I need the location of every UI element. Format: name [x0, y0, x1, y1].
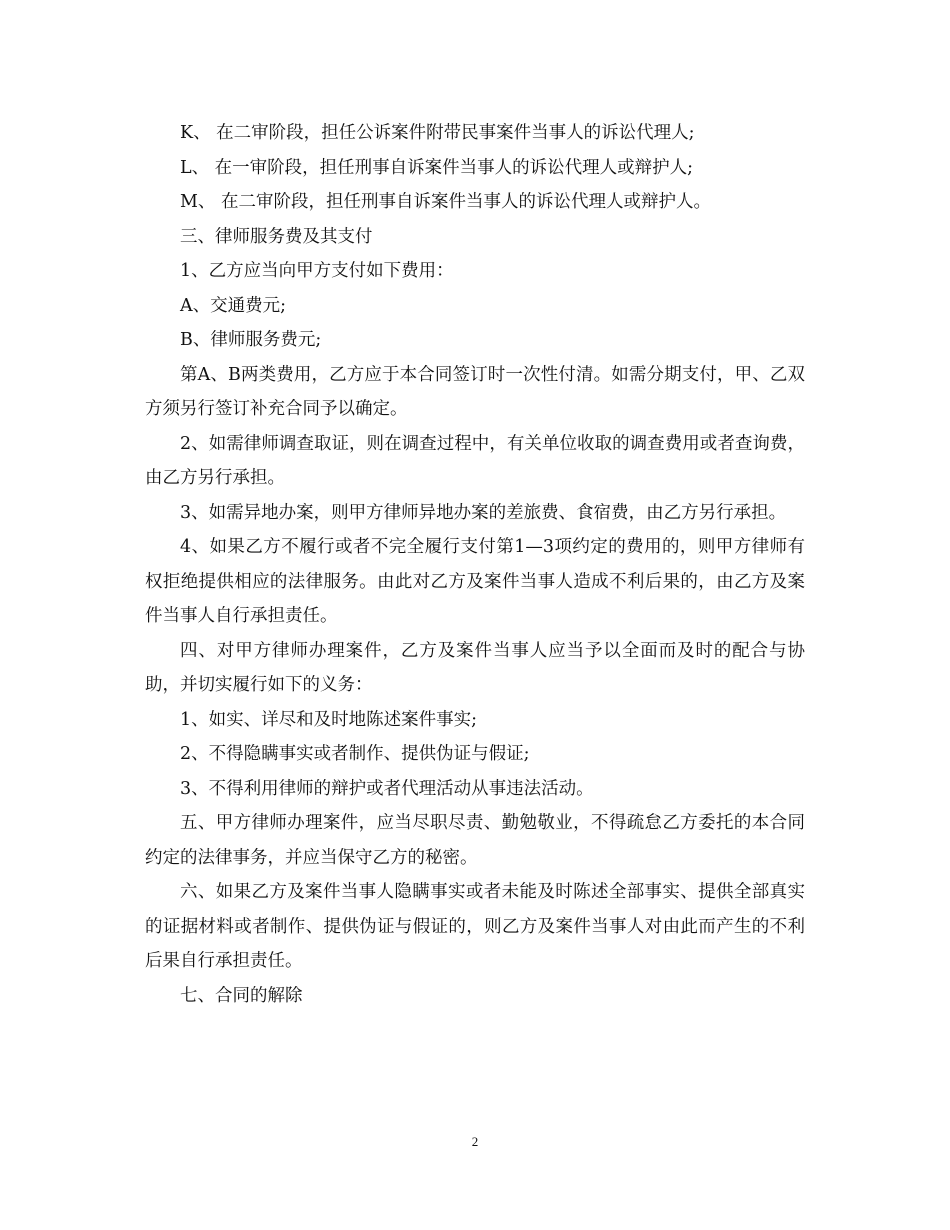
paragraph-obligation-2: 2、不得隐瞒事实或者制作、提供伪证与假证;	[180, 744, 530, 764]
paragraph-fee-b: B、律师服务费元;	[180, 330, 322, 350]
paragraph-obligation-1: 1、如实、详尽和及时地陈述案件事实;	[180, 709, 478, 730]
paragraph-investigation-fees: 2、如需律师调查取证，则在调查过程中，有关单位收取的调查费用或者查询费，由乙方另行承担。	[145, 433, 805, 488]
paragraph-fee-a: A、交通费元;	[180, 295, 287, 316]
paragraph-obligation-3: 3、不得利用律师的辩护或者代理活动从事违法活动。	[180, 778, 594, 799]
paragraph-clause-m: M、 在二审阶段，担任刑事自诉案件当事人的诉讼代理人或辩护人。	[180, 192, 711, 212]
section-heading-obligations: 四、对甲方律师办理案件，乙方及案件当事人应当予以全面而及时的配合与协助，并切实履行如下的义务：	[145, 640, 805, 695]
section-heading-termination: 七、合同的解除	[180, 985, 303, 1006]
page-body	[145, 116, 805, 1013]
section-heading-liability: 六、如果乙方及案件当事人隐瞒事实或者未能及时陈述全部事实、提供全部真实的证据材料或者制作、提供伪证与假证的，则乙方及案件当事人对由此而产生的不利后果自行承担责任。	[145, 882, 805, 971]
paragraph-clause-k: K、 在二审阶段，担任公诉案件附带民事案件当事人的诉讼代理人;	[180, 123, 695, 143]
paragraph-nonpayment: 4、如果乙方不履行或者不完全履行支付第1—3项约定的费用的，则甲方律师有权拒绝提供相应的法律服务。由此对乙方及案件当事人造成不利后果的，由乙方及案件当事人自行承担责任。	[145, 537, 805, 626]
paragraph-fees-intro: 1、乙方应当向甲方支付如下费用：	[180, 261, 454, 281]
section-heading-fees: 三、律师服务费及其支付	[180, 226, 373, 247]
paragraph-payment-terms: 第A、B两类费用，乙方应于本合同签订时一次性付清。如需分期支付，甲、乙双方须另行签订补充合同予以确定。	[145, 364, 805, 419]
paragraph-clause-l: L、 在一审阶段，担任刑事自诉案件当事人的诉讼代理人或辩护人;	[180, 157, 694, 178]
paragraph-travel-fees: 3、如需异地办案，则甲方律师异地办案的差旅费、食宿费，由乙方另行承担。	[180, 502, 787, 523]
section-heading-lawyer-duties: 五、甲方律师办理案件，应当尽职尽责、勤勉敬业，不得疏怠乙方委托的本合同约定的法律事务，并应当保守乙方的秘密。	[145, 813, 805, 868]
page-number: 2	[471, 1134, 479, 1149]
